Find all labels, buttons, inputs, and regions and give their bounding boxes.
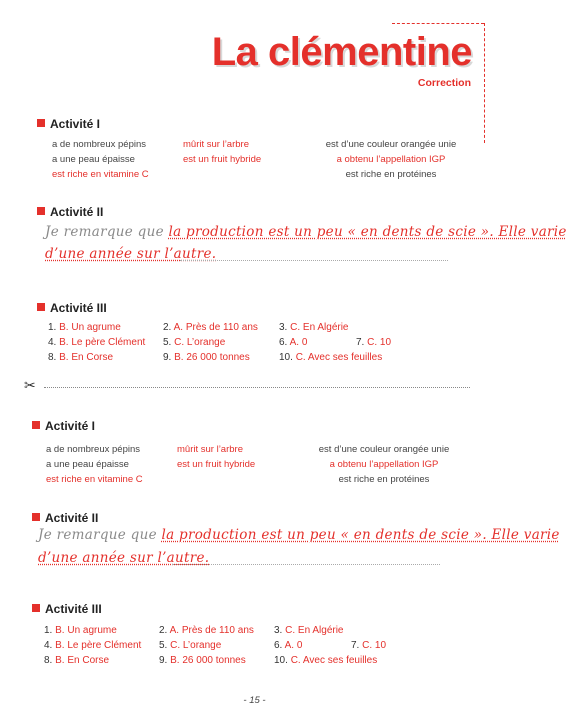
- answer-text: B. Un agrume: [55, 625, 117, 636]
- corner-rule-horizontal: [392, 23, 484, 24]
- activity-3-answer: [159, 625, 254, 636]
- activity-1-item: est riche en protéines: [338, 474, 430, 485]
- answer-number: 6.: [279, 337, 288, 348]
- answer-number: 1.: [44, 625, 53, 636]
- answer-number: 8.: [48, 352, 57, 363]
- answer-text: C. L’orange: [174, 337, 226, 348]
- answer-number: 5.: [159, 640, 168, 651]
- answer-number: 10.: [279, 352, 293, 363]
- page-title: La clémentine: [211, 30, 472, 74]
- answer-number: 7.: [356, 337, 365, 348]
- answer-number: 2.: [163, 322, 172, 333]
- activity-3-answer: [274, 640, 302, 651]
- answer-text: B. En Corse: [59, 352, 114, 363]
- answer-text: B. En Corse: [55, 655, 110, 666]
- answer-text: B. Le père Clément: [59, 337, 146, 348]
- activity-1-item-correct: est un fruit hybride: [177, 459, 256, 470]
- red-square-icon: [32, 604, 40, 612]
- activity-3-answer: [48, 352, 113, 363]
- answer-dotted-line: [180, 260, 448, 261]
- activity-3-answer: [279, 322, 349, 333]
- answer-number: 3.: [279, 322, 288, 333]
- answer-number: 6.: [274, 640, 283, 651]
- activity-1-item: a de nombreux pépins: [52, 139, 147, 150]
- activity-3-answer: [279, 337, 307, 348]
- red-square-icon: [37, 119, 45, 127]
- activity-3-answer: [163, 352, 250, 363]
- cut-line: [44, 387, 470, 388]
- activity-1-item: est d’une couleur orangée unie: [318, 444, 450, 455]
- answer-number: 3.: [274, 625, 283, 636]
- activity-3-answer: [159, 655, 246, 666]
- activity-3-answer: [274, 655, 377, 666]
- red-square-icon: [32, 513, 40, 521]
- answer-text: C. Avec ses feuilles: [290, 655, 378, 666]
- answer-text: B. Le père Clément: [55, 640, 142, 651]
- answer-text: A. 0: [284, 640, 303, 651]
- activity-3-answer: [48, 322, 121, 333]
- activity-2-answer-line-2: d’une année sur l’autre.: [38, 550, 210, 566]
- answer-text: C. L’orange: [170, 640, 222, 651]
- answer-number: 4.: [48, 337, 57, 348]
- answer-text: B. 26 000 tonnes: [170, 655, 246, 666]
- activity-1-item-correct: a obtenu l’appellation IGP: [329, 459, 439, 470]
- answer-text: C. En Algérie: [290, 322, 349, 333]
- activity-1-heading: Activité I: [32, 419, 95, 433]
- activity-1-item-correct: mûrit sur l’arbre: [177, 444, 243, 455]
- activity-3-answer: [163, 322, 258, 333]
- answer-number: 8.: [44, 655, 53, 666]
- page-number: - 15 -: [243, 695, 266, 706]
- activity-1-item: a de nombreux pépins: [46, 444, 141, 455]
- activity-2-heading: Activité II: [32, 511, 98, 525]
- answer-text: A. 0: [289, 337, 308, 348]
- red-square-icon: [37, 207, 45, 215]
- answer-text: C. Avec ses feuilles: [295, 352, 383, 363]
- activity-2-answer-line-1: Je remarque que la production est un peu « en dents de scie ». Elle varie: [45, 224, 567, 240]
- answer-number: 9.: [163, 352, 172, 363]
- activity-3-answer: [163, 337, 225, 348]
- answer-dotted-line: [172, 564, 440, 565]
- activity-3-answer: [279, 352, 382, 363]
- activity-3-answer: [44, 625, 117, 636]
- answer-text: A. Près de 110 ans: [169, 625, 254, 636]
- activity-3-answer: [48, 337, 145, 348]
- activity-2-answer-line-2: d’une année sur l’autre.: [45, 246, 217, 262]
- answer-number: 1.: [48, 322, 57, 333]
- activity-1-item: est d’une couleur orangée unie: [325, 139, 457, 150]
- activity-2-answer-line-1: Je remarque que la production est un peu « en dents de scie ». Elle varie: [38, 527, 560, 543]
- answer-text: B. Un agrume: [59, 322, 121, 333]
- answer-number: 4.: [44, 640, 53, 651]
- activity-1-item: a une peau épaisse: [52, 154, 135, 165]
- activity-3-answer: [44, 655, 109, 666]
- answer-text: C. 10: [362, 640, 387, 651]
- activity-3-answer: [44, 640, 141, 651]
- activity-1-item-correct: a obtenu l’appellation IGP: [336, 154, 446, 165]
- activity-3-answer: [356, 337, 391, 348]
- activity-3-heading: Activité III: [37, 301, 107, 315]
- answer-text: C. 10: [367, 337, 392, 348]
- answer-number: 5.: [163, 337, 172, 348]
- answer-text: B. 26 000 tonnes: [174, 352, 250, 363]
- red-square-icon: [37, 303, 45, 311]
- activity-3-answer: [159, 640, 221, 651]
- page-subtitle: Correction: [417, 77, 471, 89]
- activity-1-item: est riche en protéines: [345, 169, 437, 180]
- activity-1-item-correct: est riche en vitamine C: [52, 169, 149, 180]
- activity-1-heading: Activité I: [37, 117, 100, 131]
- answer-text: C. En Algérie: [285, 625, 344, 636]
- answer-number: 7.: [351, 640, 360, 651]
- activity-1-item-correct: mûrit sur l’arbre: [183, 139, 249, 150]
- answer-text: A. Près de 110 ans: [173, 322, 258, 333]
- activity-3-heading: Activité III: [32, 602, 102, 616]
- activity-1-item: a une peau épaisse: [46, 459, 129, 470]
- answer-number: 9.: [159, 655, 168, 666]
- answer-number: 2.: [159, 625, 168, 636]
- activity-2-heading: Activité II: [37, 205, 103, 219]
- activity-3-answer: [351, 640, 386, 651]
- corner-rule-vertical: [484, 23, 485, 143]
- activity-1-item-correct: est riche en vitamine C: [46, 474, 143, 485]
- red-square-icon: [32, 421, 40, 429]
- scissors-icon: ✂: [24, 377, 36, 393]
- answer-number: 10.: [274, 655, 288, 666]
- activity-1-item-correct: est un fruit hybride: [183, 154, 262, 165]
- activity-3-answer: [274, 625, 344, 636]
